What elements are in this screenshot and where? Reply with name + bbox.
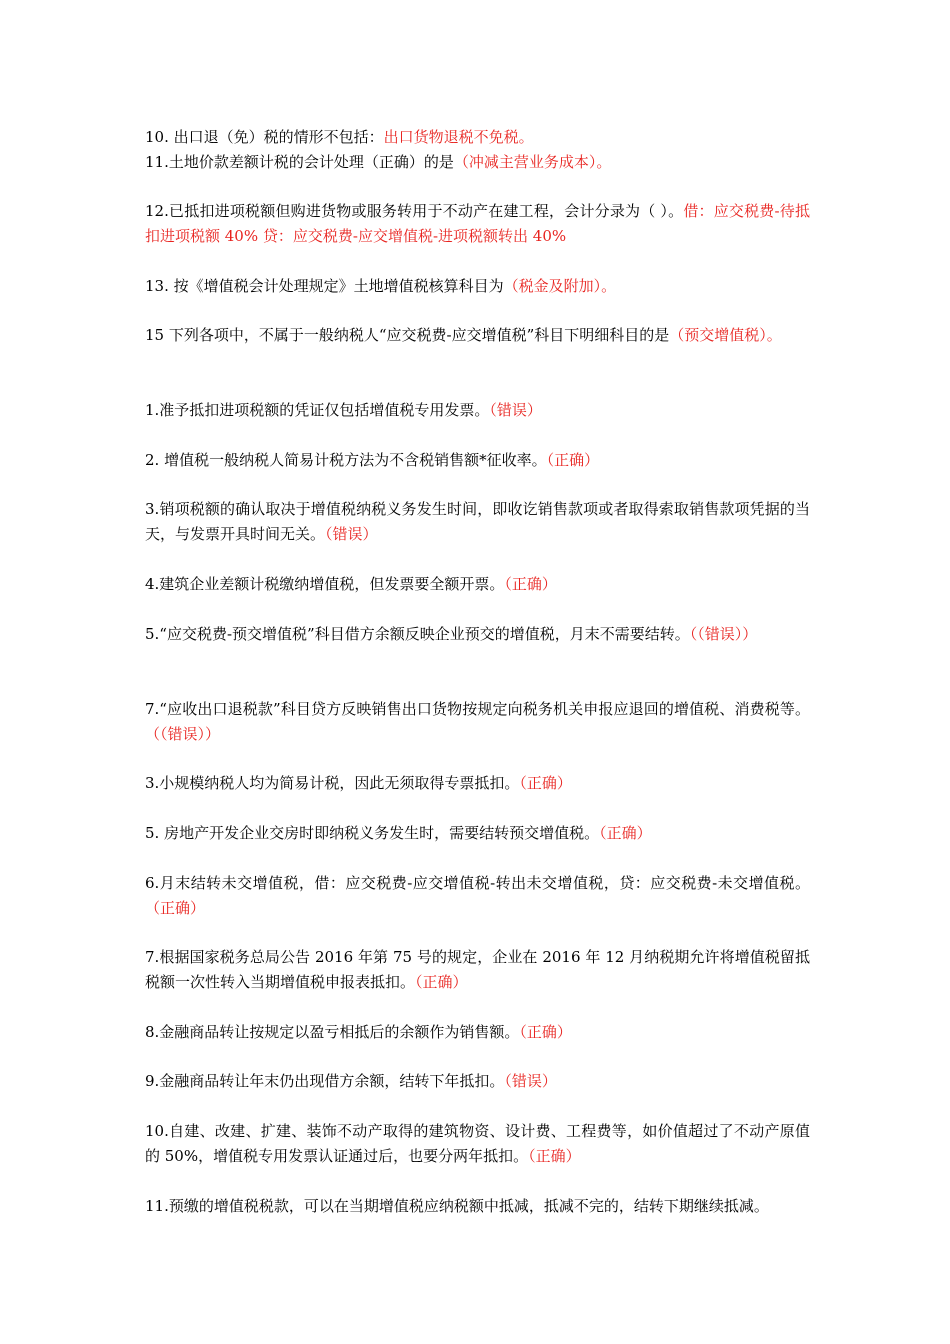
- question-text: 4.建筑企业差额计税缴纳增值税，但发票要全额开票。: [145, 575, 505, 593]
- question-item: [145, 1119, 810, 1169]
- question-text: 11.土地价款差额计税的会计处理（正确）的是: [145, 153, 454, 171]
- question-text: 6.月末结转未交增值税，借：应交税费-应交增值税-转出未交增值税，贷：应交税费-未交增值税。: [145, 874, 810, 892]
- question-text: 13. 按《增值税会计处理规定》土地增值税核算科目为: [145, 277, 504, 295]
- question-text: 10.自建、改建、扩建、装饰不动产取得的建筑物资、设计费、工程费等，如价值超过了不动产原值的 50%，增值税专用发票认证通过后，也要分两年抵扣。: [145, 1122, 810, 1165]
- question-item: [145, 150, 810, 175]
- question-text: 12.已抵扣进项税额但购进货物或服务转用于不动产在建工程，会计分录为（ ）。: [145, 202, 684, 220]
- question-text: 3.销项税额的确认取决于增值税纳税义务发生时间，即收讫销售款项或者取得索取销售款项凭据的当天，与发票开具时间无关。: [145, 500, 810, 543]
- question-item: [145, 871, 810, 921]
- question-item: [145, 821, 810, 846]
- question-item: [145, 323, 810, 348]
- question-item: [145, 572, 810, 597]
- question-text: 8.金融商品转让按规定以盈亏相抵后的余额作为销售额。: [145, 1023, 520, 1041]
- question-text: 10. 出口退（免）税的情形不包括：: [145, 128, 384, 146]
- answer-text: （错误）: [325, 525, 378, 543]
- question-text: 5. 房地产开发企业交房时即纳税义务发生时，需要结转预交增值税。: [145, 824, 600, 842]
- answer-text: （正确）: [546, 451, 600, 469]
- question-item: [145, 1020, 810, 1045]
- answer-text: （正确）: [504, 575, 557, 593]
- question-text: 7.根据国家税务总局公告 2016 年第 75 号的规定，企业在 2016 年 12 月纳税期允许将增值税留抵税额一次性转入当期增值税申报表抵扣。: [145, 948, 810, 991]
- answer-text: （错误）: [504, 1072, 557, 1090]
- answer-text: （税金及附加）。: [503, 277, 617, 295]
- question-text: 1.准予抵扣进项税额的凭证仅包括增值税专用发票。: [145, 401, 490, 419]
- answer-text: （错误）: [489, 401, 542, 419]
- answer-text: 出口货物退税不免税。: [383, 128, 534, 146]
- question-item: [145, 771, 810, 796]
- answer-text: 借：应交税费-待抵扣进项税额 40% 贷：应交税费-应交增值税-进项税额转出 40%: [145, 202, 810, 245]
- answer-text: （冲减主营业务成本）。: [453, 153, 612, 171]
- question-item: [145, 1069, 810, 1094]
- question-text: 15 下列各项中，不属于一般纳税人“应交税费-应交增值税”科目下明细科目的是: [145, 326, 670, 344]
- question-item: [145, 497, 810, 547]
- answer-text: （（错误））: [689, 625, 758, 643]
- question-text: 3.小规模纳税人均为简易计税，因此无须取得专票抵扣。: [145, 774, 520, 792]
- question-item: [145, 199, 810, 249]
- question-item: [145, 697, 810, 747]
- answer-text: （（错误））: [145, 725, 221, 743]
- question-text: 9.金融商品转让年末仍出现借方余额，结转下年抵扣。: [145, 1072, 505, 1090]
- answer-text: （正确）: [528, 1147, 581, 1165]
- question-item: [145, 1194, 810, 1219]
- answer-text: （正确）: [519, 774, 572, 792]
- question-item: [145, 274, 810, 299]
- answer-text: （正确）: [519, 1023, 572, 1041]
- answer-text: （正确）: [599, 824, 652, 842]
- question-text: 5.“应交税费-预交增值税”科目借方余额反映企业预交的增值税，月末不需要结转。: [145, 625, 690, 643]
- question-item: [145, 945, 810, 995]
- question-item: [145, 622, 810, 647]
- answer-text: （正确）: [145, 899, 206, 917]
- question-text: 11.预缴的增值税税款，可以在当期增值税应纳税额中抵减，抵减不完的，结转下期继续抵减。: [145, 1197, 769, 1215]
- question-item: [145, 398, 810, 423]
- question-item: [145, 125, 810, 150]
- question-item: [145, 448, 810, 473]
- question-text: 7.“应收出口退税款”科目贷方反映销售出口货物按规定向税务机关申报应退回的增值税、消费税等。: [145, 700, 810, 718]
- answer-text: （预交增值税）。: [669, 326, 782, 344]
- question-text: 2. 增值税一般纳税人简易计税方法为不含税销售额*征收率。: [145, 451, 547, 469]
- answer-text: （正确）: [415, 973, 468, 991]
